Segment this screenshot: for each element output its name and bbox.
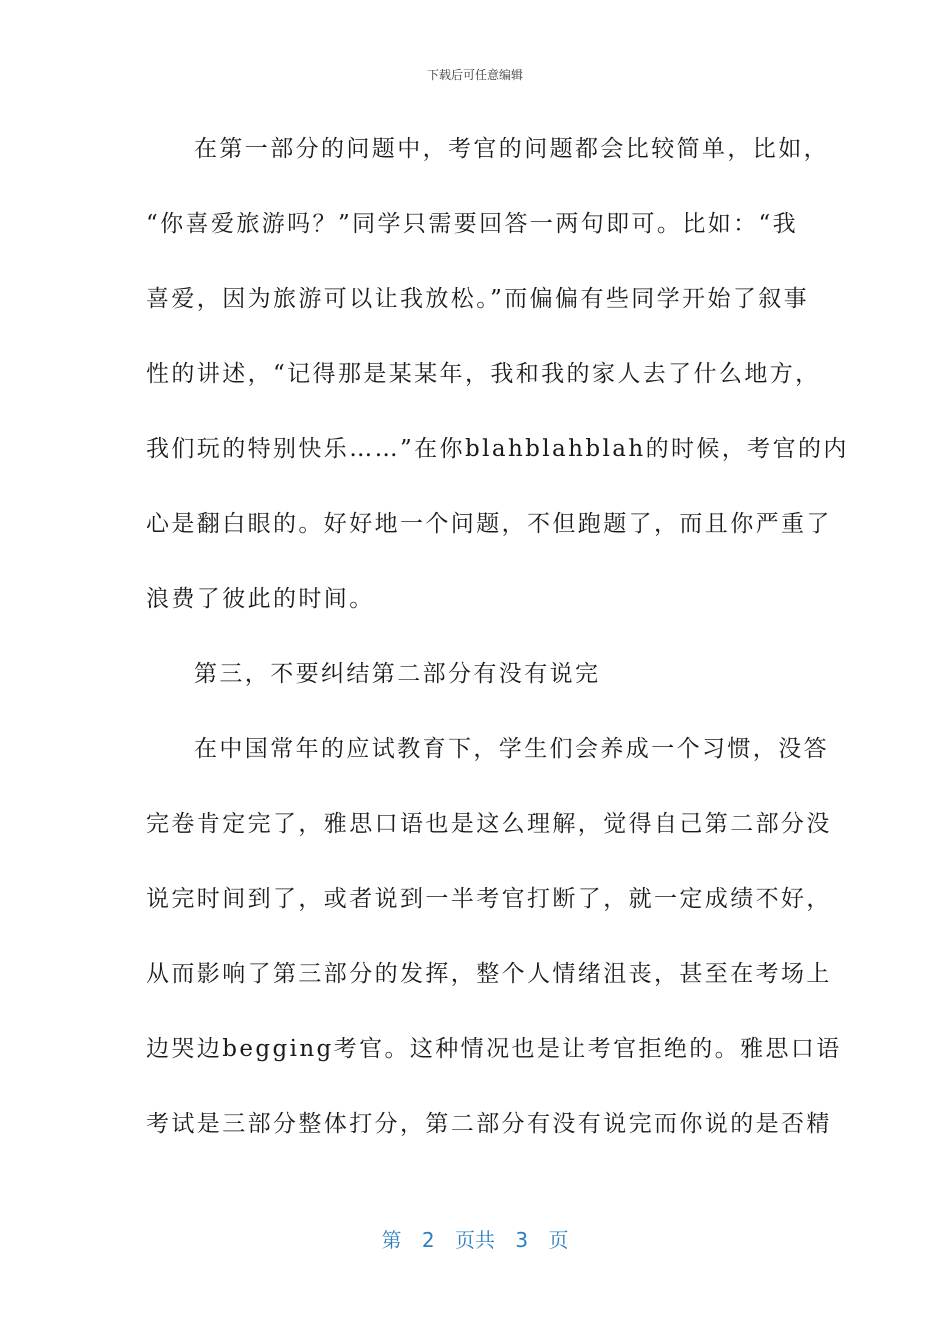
footer-middle: 页共 [455,1228,495,1252]
paragraph-line: 在中国常年的应试教育下，学生们会养成一个习惯，没答 [194,736,829,762]
paragraph-line: 浪费了彼此的时间。 [146,586,375,612]
page-footer [0,1224,950,1253]
paragraph-line: 考试是三部分整体打分，第二部分有没有说完而你说的是否精 [146,1111,832,1137]
paragraph-line: 从而影响了第三部分的发挥，整个人情绪沮丧，甚至在考场上 [146,961,832,987]
paragraph-line: 喜爱，因为旅游可以让我放松。”而偏偏有些同学开始了叙事 [146,286,810,312]
paragraph-line: 性的讲述，“记得那是某某年，我和我的家人去了什么地方， [146,361,821,387]
total-pages-number: 3 [515,1228,529,1252]
paragraph-line: 完卷肯定完了，雅思口语也是这么理解，觉得自己第二部分没 [146,811,832,837]
footer-suffix: 页 [548,1228,569,1252]
document-body [146,112,849,1162]
paragraph-line: “你喜爱旅游吗？”同学只需要回答一两句即可。比如：“我 [146,211,799,237]
paragraph-line: 我们玩的特别快乐……”在你blahblahblah的时候，考官的内 [146,436,849,462]
paragraph-line: 边哭边begging考官。这种情况也是让考官拒绝的。雅思口语 [146,1036,842,1062]
page-header: 下载后可任意编辑 [426,68,523,82]
current-page-number: 2 [421,1228,435,1252]
paragraph-line: 在第一部分的问题中，考官的问题都会比较简单，比如， [194,136,829,162]
section-heading: 第三，不要纠结第二部分有没有说完 [194,661,601,687]
paragraph-line: 心是翻白眼的。好好地一个问题，不但跑题了，而且你严重了 [146,511,832,537]
paragraph-line: 说完时间到了，或者说到一半考官打断了，就一定成绩不好， [146,886,832,912]
footer-prefix: 第 [381,1228,402,1252]
